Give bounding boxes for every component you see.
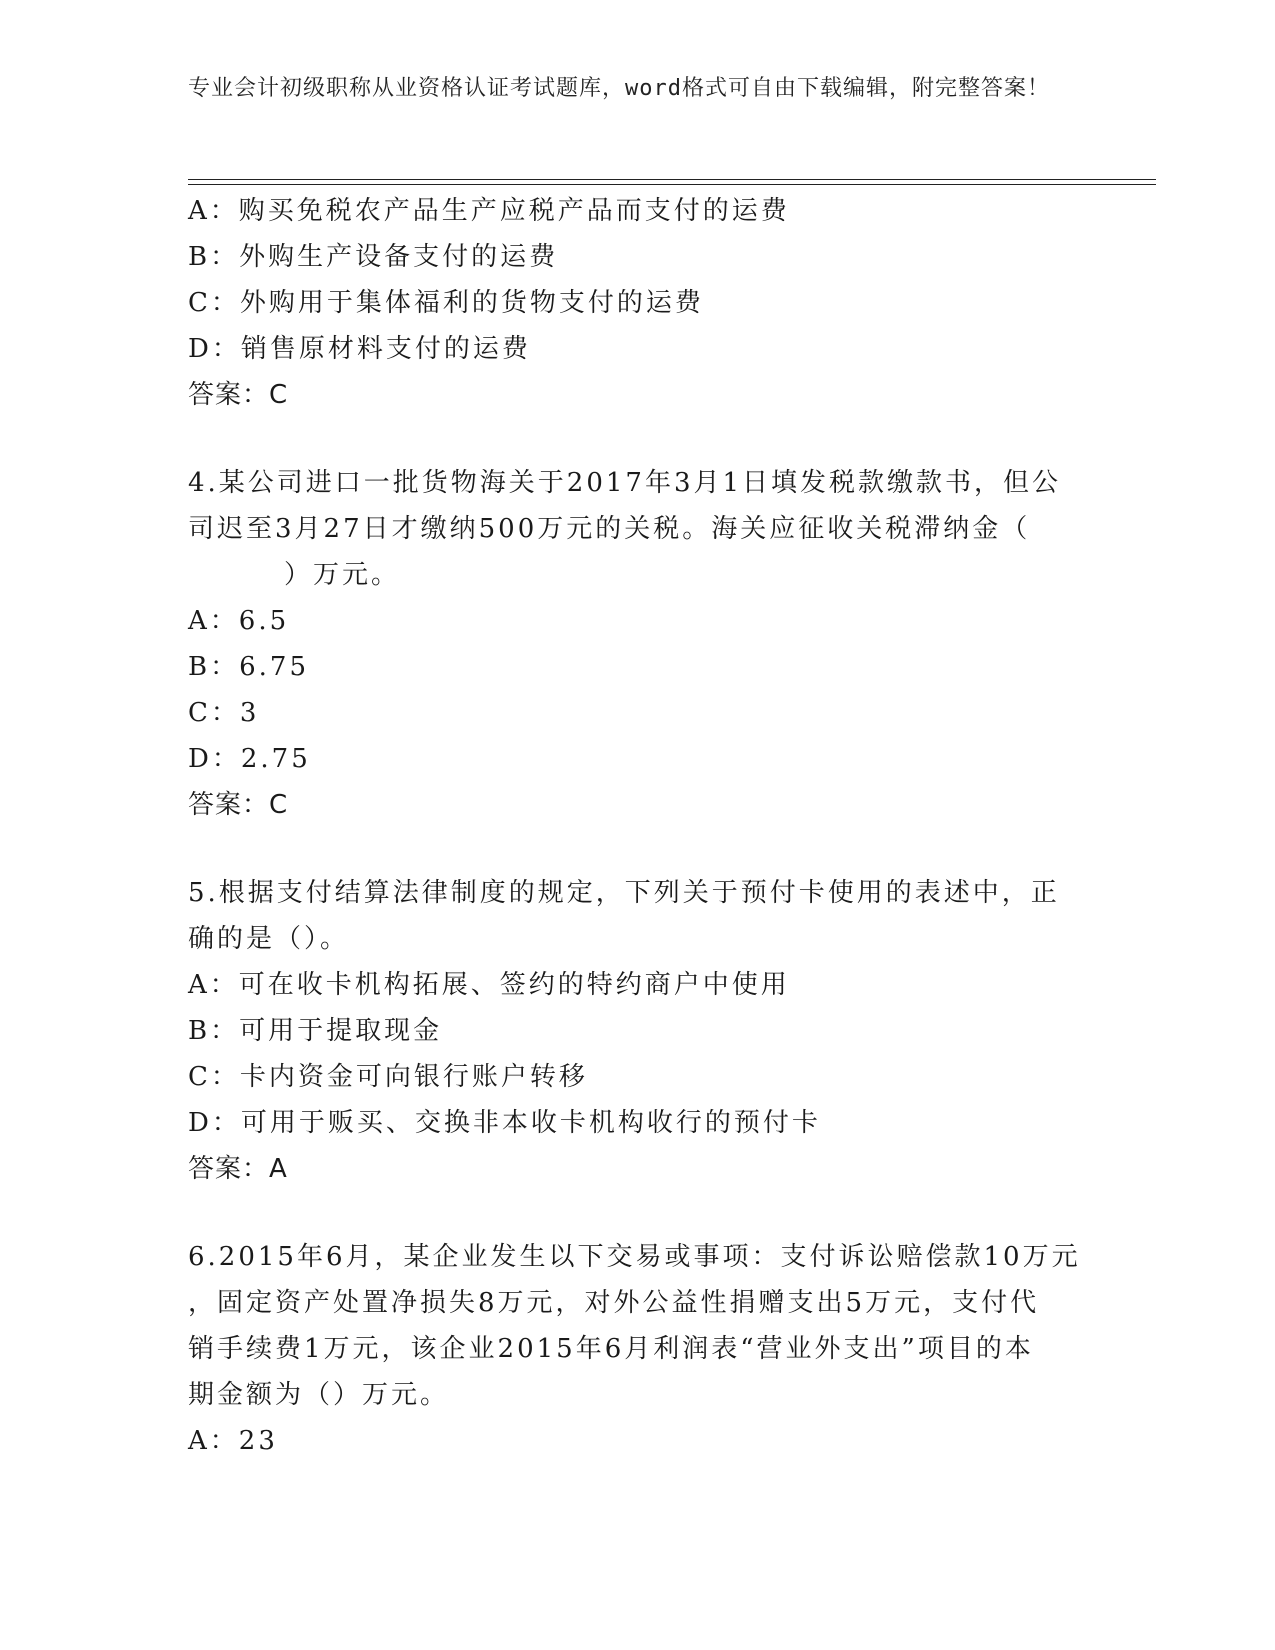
header-divider-top [188, 179, 1156, 180]
option-b: B：外购生产设备支付的运费 [188, 242, 559, 272]
option-b: B：可用于提取现金 [188, 1016, 443, 1046]
question-gap [188, 828, 1078, 870]
option-a: A：可在收卡机构拓展、签约的特约商户中使用 [188, 970, 790, 1000]
question-stem-line: 确的是（）。 [188, 924, 350, 954]
option-a: A：购买免税农产品生产应税产品而支付的运费 [188, 196, 790, 226]
question-5 [188, 870, 1078, 1192]
answer-label: 答案：C [188, 790, 289, 820]
document-header: 专业会计初级职称从业资格认证考试题库，word格式可自由下载编辑，附完整答案！ [188, 76, 1050, 101]
question-stem-line: 销手续费1万元，该企业2015年6月利润表“营业外支出”项目的本 [188, 1334, 1034, 1364]
option-d: D：可用于贩买、交换非本收卡机构收行的预付卡 [188, 1108, 821, 1138]
option-c: C：卡内资金可向银行账户转移 [188, 1062, 588, 1092]
question-stem-line: 4.某公司进口一批货物海关于2017年3月1日填发税款缴款书，但公 [188, 468, 1062, 498]
question-stem-line: ，固定资产处置净损失8万元，对外公益性捐赠支出5万元，支付代 [188, 1288, 1040, 1318]
question-6 [188, 1234, 1081, 1464]
question-list [188, 188, 1081, 1464]
answer-label: 答案：C [188, 380, 289, 410]
question-stem-line: 5.根据支付结算法律制度的规定，下列关于预付卡使用的表述中，正 [188, 878, 1060, 908]
question-4 [188, 460, 1078, 828]
option-b: B：6.75 [188, 652, 309, 682]
option-a: A：6.5 [188, 606, 290, 636]
option-a: A：23 [188, 1426, 278, 1456]
header-divider-bottom [188, 184, 1156, 185]
question-stem-line: 期金额为（）万元。 [188, 1380, 450, 1410]
question-3 [188, 188, 1078, 418]
question-gap [188, 1192, 1078, 1234]
question-stem-line: 司迟至3月27日才缴纳500万元的关税。海关应征收关税滞纳金（ [188, 514, 1031, 544]
option-c: C：外购用于集体福利的货物支付的运费 [188, 288, 704, 318]
question-gap [188, 418, 1078, 460]
question-stem-line: ）万元。 [284, 560, 401, 590]
option-d: D：销售原材料支付的运费 [188, 334, 531, 364]
option-d: D：2.75 [188, 744, 311, 774]
option-c: C：3 [188, 698, 260, 728]
question-stem-line: 6.2015年6月，某企业发生以下交易或事项：支付诉讼赔偿款10万元 [188, 1242, 1081, 1272]
answer-label: 答案：A [188, 1154, 288, 1184]
